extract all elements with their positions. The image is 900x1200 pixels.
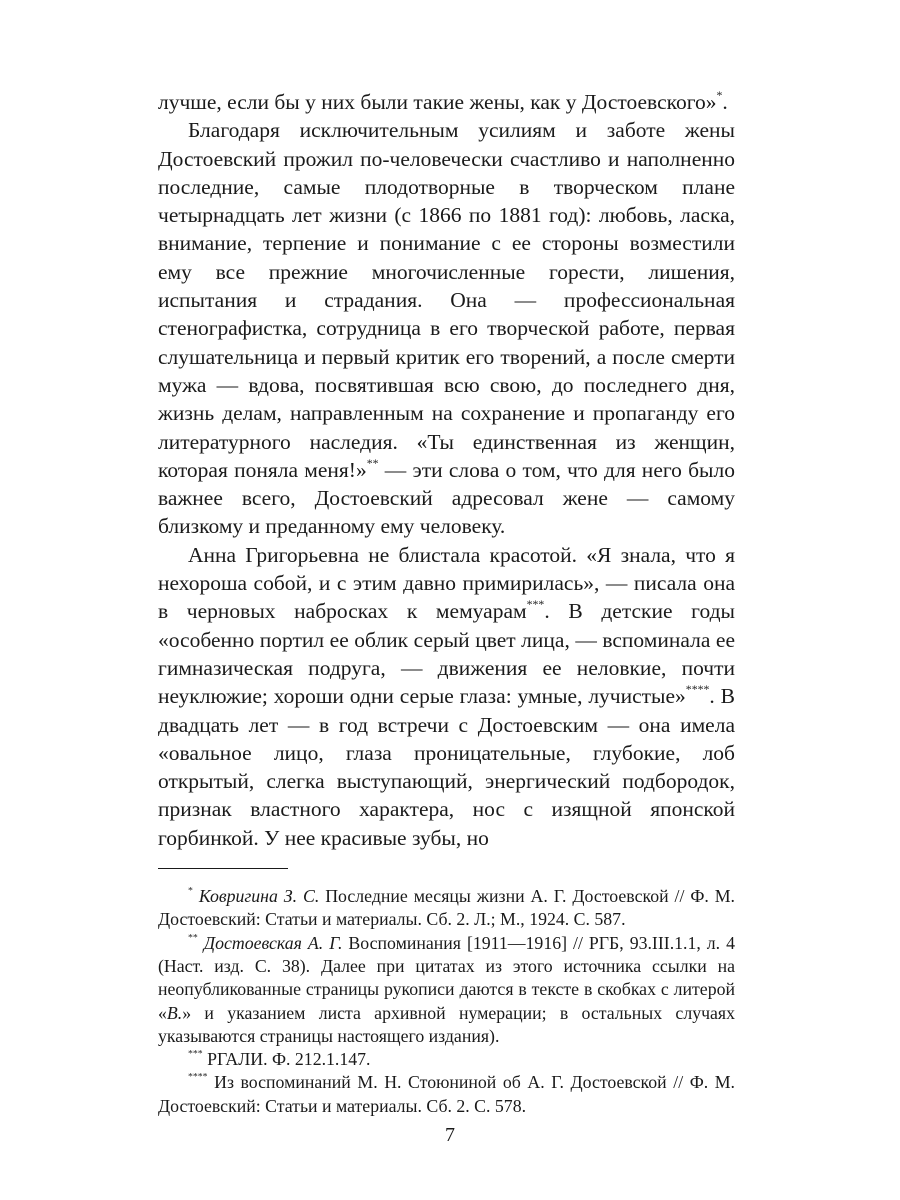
footnote-2-letter: В. bbox=[166, 1002, 183, 1023]
page-body bbox=[158, 88, 735, 1118]
paragraph-3-text-a: Анна Григорьевна не блистала красотой. «Я знала, что я нехороша собой, и с этим давно примирилась», — писала она в черновых набросках к мемуарам bbox=[158, 542, 735, 624]
paragraph-3-text-c: . В двадцать лет — в год встречи с Достоевским — она имела «овальное лицо, глаза проницательные, глубокие, лоб открытый, слегка выступающий, энергический подбородок, признак властного характера, нос с изящной японской горбинкой. У нее красивые зубы, но bbox=[158, 684, 735, 850]
footnotes bbox=[158, 885, 735, 1118]
page-number: 7 bbox=[445, 1124, 455, 1146]
footnote-ref-1: * bbox=[716, 87, 723, 102]
paragraph-2-text-a: Благодаря исключительным усилиям и заботе жены Достоевский прожил по-человечески счастливо и наполненно последние, самые плодотворные в творческом плане четырнадцать лет жизни (с 1866 по 1881 год): любовь, ласка, внимание, терпение и понимание с ее стороны возместили ему все прежние многочисленные горести, лишения, испытания и страдания. Она — профессиональная стенографистка, сотрудница в его творческой работе, первая слушательница и первый критик его творений, а после смерти мужа — вдова, посвятившая всю свою, до последнего дня, жизнь делам, направленным на сохранение и пропаганду его литературного наследия. «Ты единственная из женщин, которая поняла меня!» bbox=[158, 118, 735, 482]
footnote-2-marker: ** bbox=[188, 932, 198, 944]
footnote-ref-2: ** bbox=[366, 455, 379, 470]
footnote-divider bbox=[158, 868, 288, 869]
footnote-4-marker: **** bbox=[188, 1072, 208, 1084]
footnote-ref-3: *** bbox=[526, 597, 545, 612]
main-text bbox=[158, 88, 735, 852]
footnote-2-text-a: Воспоминания [1911—1916] // РГБ, 93.III.1.1, л. 4 (Наст. изд. С. 38). Далее при цитатах из этого источника ссылки на неопубликованные страницы рукописи даются в тексте в скобках с литерой « bbox=[158, 932, 735, 1023]
footnote-1 bbox=[158, 885, 735, 932]
footnote-ref-4: **** bbox=[685, 682, 710, 697]
footnote-2 bbox=[158, 932, 735, 1048]
paragraph-1: лучше, если бы у них были такие жены, как у Достоевского»*. bbox=[158, 87, 728, 114]
paragraph-3-text-b: . В детские годы «особенно портил ее облик серый цвет лица, — вспоминала ее гимназическая подруга, — движения ее неловкие, почти неуклюжие; хороши одни серые глаза: умные, лучистые» bbox=[158, 599, 735, 709]
footnote-4 bbox=[158, 1071, 735, 1118]
paragraph-1-text: лучше, если бы у них были такие жены, как у Достоевского» bbox=[158, 90, 717, 114]
paragraph-2-text-b: — эти слова о том, что для него было важнее всего, Достоевский адресовал жене — самому близкому и преданному ему человеку. bbox=[158, 457, 735, 539]
footnote-3 bbox=[158, 1048, 735, 1071]
footnote-1-marker: * bbox=[188, 885, 193, 897]
footnote-1-text: Последние месяцы жизни А. Г. Достоевской // Ф. М. Достоевский: Статьи и материалы. Сб. 2. Л.; М., 1924. С. 587. bbox=[158, 886, 736, 930]
paragraph-2 bbox=[158, 116, 735, 540]
footnote-4-text: Из воспоминаний М. Н. Стоюниной об А. Г. Достоевской // Ф. М. Достоевский: Статьи и материалы. Сб. 2. С. 578. bbox=[158, 1072, 735, 1116]
footnote-3-marker: *** bbox=[188, 1048, 203, 1060]
footnote-2-author: Достоевская А. Г. bbox=[203, 932, 343, 953]
footnote-2-text-b: » и указанием листа архивной нумерации; в остальных случаях указываются страницы настоящего издания). bbox=[158, 1002, 735, 1046]
paragraph-3 bbox=[158, 541, 735, 852]
footnote-3-text: РГАЛИ. Ф. 212.1.147. bbox=[202, 1049, 371, 1070]
footnote-1-author: Ковригина З. С. bbox=[198, 886, 320, 907]
